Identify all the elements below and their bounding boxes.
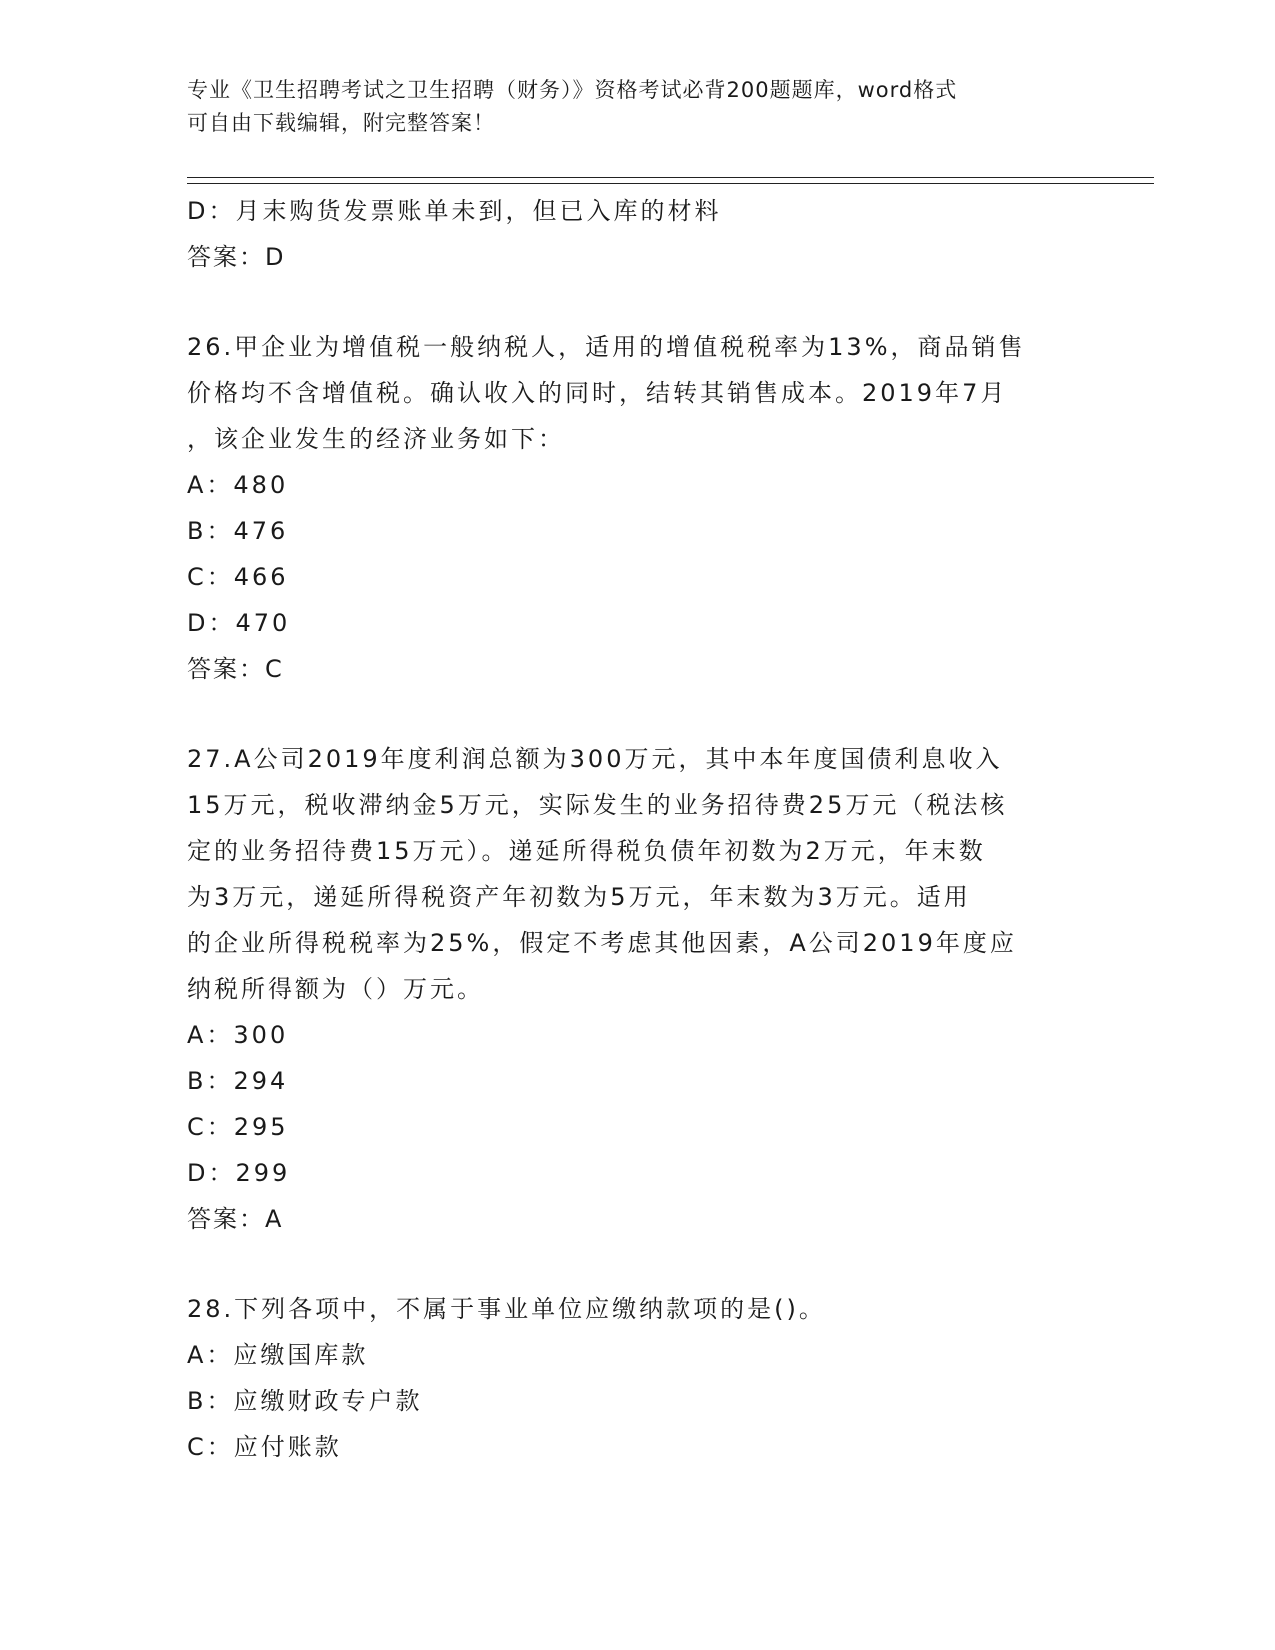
q27-stem-line: 15万元，税收滞纳金5万元，实际发生的业务招待费25万元（税法核 (187, 791, 1008, 819)
header-divider-bottom (187, 183, 1154, 184)
q27-stem-line: 定的业务招待费15万元）。递延所得税负债年初数为2万元，年末数 (187, 837, 986, 865)
spacer (187, 692, 1087, 736)
q26-option-a: A：480 (187, 471, 289, 499)
q27-answer: 答案：A (187, 1205, 284, 1233)
q26-answer: 答案：C (187, 655, 284, 683)
header-title-line-2: 可自由下载编辑，附完整答案！ (187, 111, 495, 135)
q25-option-d: D：月末购货发票账单未到，但已入库的材料 (187, 197, 722, 225)
q26-stem-line: 价格均不含增值税。确认收入的同时，结转其销售成本。2019年7月 (187, 379, 1008, 407)
q28-option-c: C：应付账款 (187, 1433, 342, 1461)
q26-stem-line: 26.甲企业为增值税一般纳税人，适用的增值税税率为13%，商品销售 (187, 333, 1026, 361)
q26-option-b: B：476 (187, 517, 289, 545)
question-28 (187, 1286, 1087, 1470)
q27-option-d: D：299 (187, 1159, 291, 1187)
header-title-line-1: 专业《卫生招聘考试之卫生招聘（财务）》资格考试必背200题题库，word格式 (187, 78, 958, 102)
q27-stem-line: 为3万元，递延所得税资产年初数为5万元，年末数为3万元。适用 (187, 883, 971, 911)
question-26 (187, 324, 1087, 692)
q27-option-b: B：294 (187, 1067, 289, 1095)
spacer (187, 280, 1087, 324)
question-27 (187, 736, 1087, 1242)
q27-stem-line: 纳税所得额为（）万元。 (187, 975, 484, 1003)
spacer (187, 1242, 1087, 1286)
q26-option-d: D：470 (187, 609, 291, 637)
q27-option-c: C：295 (187, 1113, 289, 1141)
q26-option-c: C：466 (187, 563, 289, 591)
q28-option-b: B：应缴财政专户款 (187, 1387, 423, 1415)
q27-stem-line: 的企业所得税税率为25%，假定不考虑其他因素，A公司2019年度应 (187, 929, 1017, 957)
q27-stem-line: 27.A公司2019年度利润总额为300万元，其中本年度国债利息收入 (187, 745, 1003, 773)
q25-answer: 答案：D (187, 243, 286, 271)
header-divider-top (187, 177, 1154, 178)
q27-option-a: A：300 (187, 1021, 289, 1049)
question-content (187, 188, 1087, 1470)
q26-stem-line: ，该企业发生的经济业务如下： (187, 425, 565, 453)
q28-option-a: A：应缴国库款 (187, 1341, 369, 1369)
document-header (187, 74, 1087, 140)
q28-stem-line: 28.下列各项中，不属于事业单位应缴纳款项的是()。 (187, 1295, 826, 1323)
